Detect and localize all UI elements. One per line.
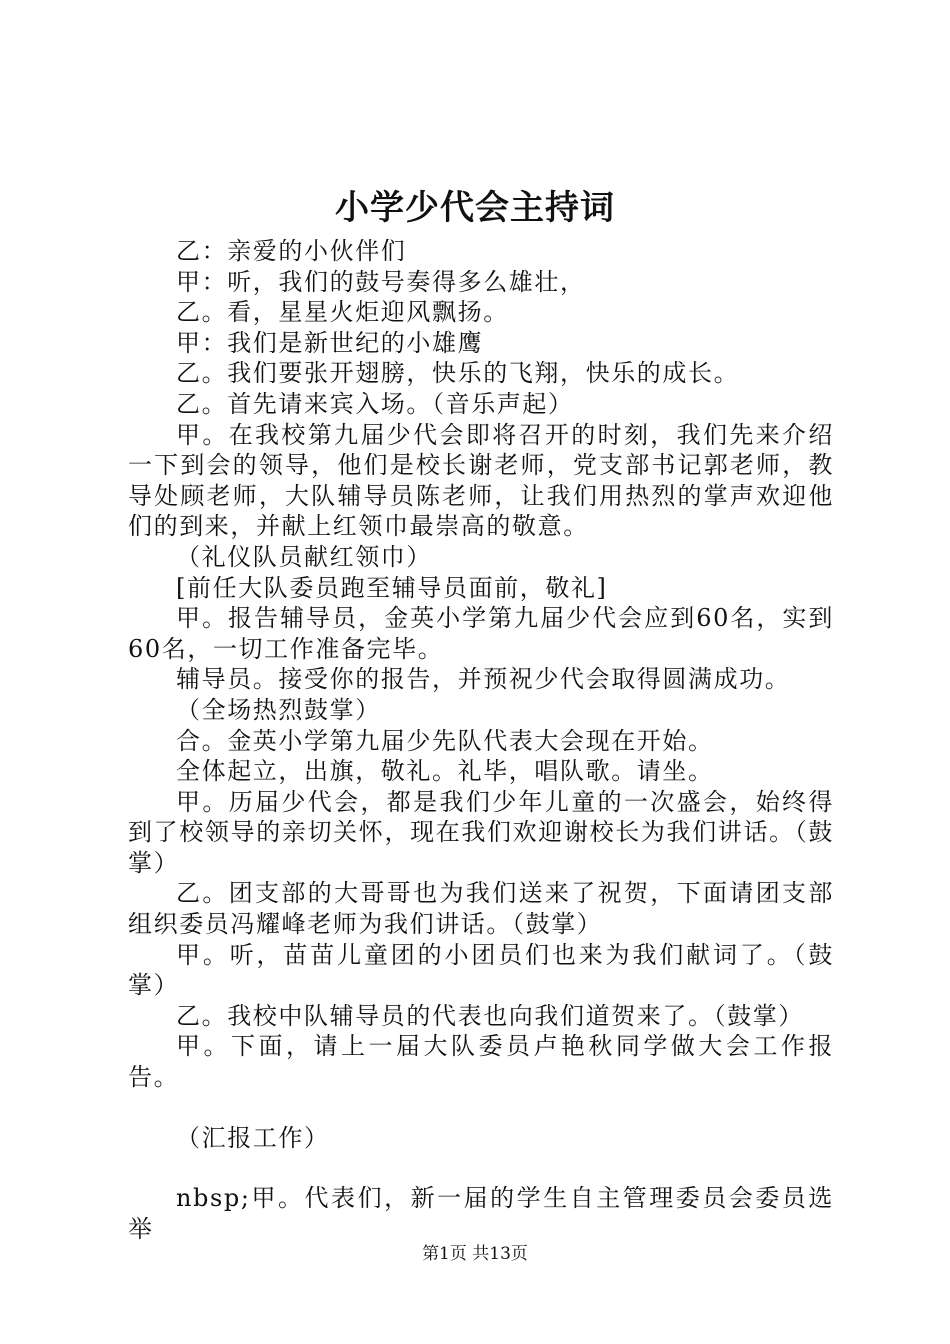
paragraph-17: 甲。听，苗苗儿童团的小团员们也来为我们献词了。（鼓掌） [128, 940, 834, 1000]
paragraph-7: 甲。在我校第九届少代会即将召开的时刻，我们先来介绍一下到会的领导，他们是校长谢老师，党支部书记郭老师，教导处顾老师，大队辅导员陈老师，让我们用热烈的掌声欢迎他们的到来，并献上红领巾最崇高的敬意。 [128, 420, 834, 541]
paragraph-20: （汇报工作） [176, 1123, 330, 1152]
paragraph-12: （全场热烈鼓掌） [176, 695, 381, 724]
paragraph-21: nbsp;甲。代表们，新一届的学生自主管理委员会委员选举 [128, 1184, 834, 1243]
paragraph-9: [前任大队委员跑至辅导员面前，敬礼] [176, 573, 608, 602]
paragraph-3: 乙。看，星星火炬迎风飘扬。 [176, 298, 509, 327]
document-body [128, 236, 834, 1244]
paragraph-10: 甲。报告辅导员，金英小学第九届少代会应到60名，实到60名，一切工作准备完毕。 [128, 604, 834, 663]
paragraph-8: （礼仪队员献红领巾） [176, 542, 432, 571]
paragraph-13: 合。金英小学第九届少先队代表大会现在开始。 [176, 726, 714, 755]
paragraph-11: 辅导员。接受你的报告，并预祝少代会取得圆满成功。 [176, 665, 791, 694]
paragraph-4: 甲：我们是新世纪的小雄鹰 [176, 328, 484, 357]
paragraph-15: 甲。历届少代会，都是我们少年儿童的一次盛会，始终得到了校领导的亲切关怀，现在我们欢迎谢校长为我们讲话。（鼓掌） [128, 787, 834, 877]
paragraph-19: 甲。下面，请上一届大队委员卢艳秋同学做大会工作报告。 [128, 1032, 834, 1092]
paragraph-6: 乙。首先请来宾入场。（音乐声起） [176, 389, 574, 418]
paragraph-5: 乙。我们要张开翅膀，快乐的飞翔，快乐的成长。 [176, 359, 740, 388]
page-number-footer: 第1页 共13页 [422, 1244, 528, 1264]
document-title: 小学少代会主持词 [335, 188, 615, 228]
paragraph-18: 乙。我校中队辅导员的代表也向我们道贺来了。（鼓掌） [176, 1001, 804, 1030]
paragraph-16: 乙。团支部的大哥哥也为我们送来了祝贺，下面请团支部组织委员冯耀峰老师为我们讲话。（鼓掌） [128, 879, 834, 939]
paragraph-14: 全体起立，出旗，敬礼。礼毕，唱队歌。请坐。 [176, 757, 714, 786]
paragraph-1: 乙：亲爱的小伙伴们 [176, 237, 407, 265]
paragraph-2: 甲：听，我们的鼓号奏得多么雄壮， [176, 267, 586, 296]
